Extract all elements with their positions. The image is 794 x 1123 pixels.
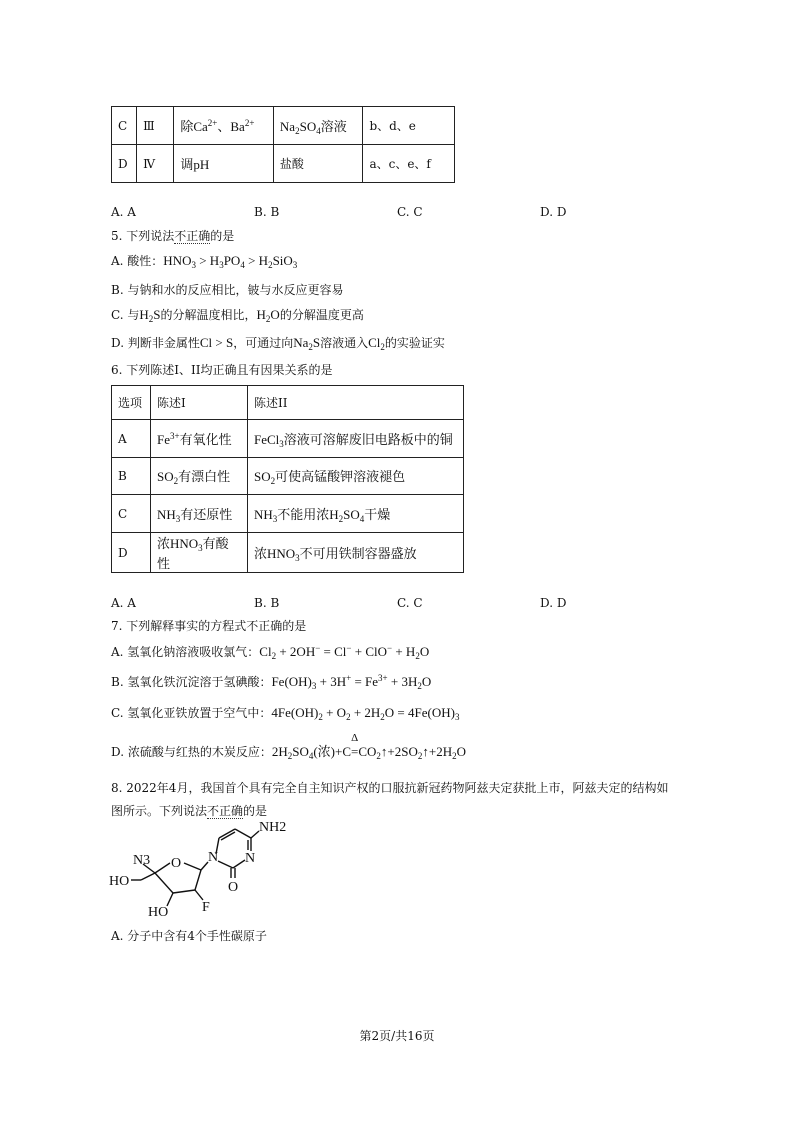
q8-option-a: A. 分子中含有4个手性碳原子 <box>111 929 267 943</box>
q5-option-d: D. 判断非金属性Cl > S，可通过向$Na_2S$溶液通入$Cl_2$的实验证实 <box>111 335 445 352</box>
top-table <box>111 106 455 183</box>
table-row <box>112 533 464 573</box>
table-cell: FeCl$_3$溶液可溶解废旧电路板中的铜 <box>248 420 464 458</box>
table-header: 陈述II <box>248 386 464 420</box>
table-cell: C <box>112 107 137 145</box>
table-cell: C <box>112 495 151 533</box>
table-row <box>112 458 464 495</box>
q7-stem: 7. 下列解释事实的方程式不正确的是 <box>111 619 307 633</box>
table-row <box>112 107 455 145</box>
table-cell: 盐酸 <box>273 145 363 183</box>
q8-stem-line2: 图所示。下列说法不正确的是 <box>111 804 268 818</box>
q5-option-c: C. 与$H_2S$的分解温度相比，$H_2O$的分解温度更高 <box>111 307 364 324</box>
page-footer: 第2页/共16页 <box>359 1029 435 1043</box>
q7-option-d: D. 浓硫酸与红热的木炭反应：$2H_2SO_4$(浓)+C Δ $=CO_2↑+2SO_2↑+2H_2O$ <box>111 732 466 761</box>
n3-ring-label: N <box>245 851 256 866</box>
table-header: 选项 <box>112 386 151 420</box>
table-cell: b、d、e <box>363 107 455 145</box>
choice-d: D. D <box>540 596 567 610</box>
table-cell: 除$Ca^{2+}$、$Ba^{2+}$ <box>174 107 274 145</box>
azvudine-structure <box>105 818 305 928</box>
table-cell: B <box>112 458 151 495</box>
q5-stem: 5. 下列说法不正确的是 <box>111 229 235 243</box>
nh2-label: NH2 <box>259 820 287 835</box>
table-row <box>112 420 464 458</box>
choice-c: C. C <box>397 205 423 219</box>
table-cell: 浓$HNO_3$不可用铁制容器盛放 <box>248 533 464 573</box>
choice-a: A. A <box>111 205 136 219</box>
q8-stem-line1: 8. 2022年4月，我国首个具有完全自主知识产权的口服抗新冠药物阿兹夫定获批上市，阿兹夫定的结构如 <box>111 781 669 795</box>
ho-label: HO <box>109 874 130 889</box>
table-row <box>112 145 455 183</box>
q5-option-a: A. 酸性：$HNO_3 > H_3PO_4 > H_2SiO_3$ <box>111 253 298 270</box>
table-cell: Ⅳ <box>137 145 174 183</box>
ring-oxygen-label: O <box>171 856 182 871</box>
table-header-row <box>112 386 464 420</box>
table-cell: $Fe^{3+}$有氧化性 <box>151 420 248 458</box>
table-cell: a、c、e、f <box>363 145 455 183</box>
table-cell: 调pH <box>174 145 274 183</box>
table-cell: $NH_3$有还原性 <box>151 495 248 533</box>
table-cell: $NH_3$不能用浓$H_2SO_4$干燥 <box>248 495 464 533</box>
table-cell: Ⅲ <box>137 107 174 145</box>
choice-d: D. D <box>540 205 567 219</box>
table-cell: $Na_2SO_4$溶液 <box>273 107 363 145</box>
q7-option-a: A. 氢氧化钠溶液吸收氯气：$Cl_2 + 2OH^- = Cl^- + ClO^- + H_2O$ <box>111 643 430 661</box>
choice-a: A. A <box>111 596 136 610</box>
n1-label: N <box>208 850 219 865</box>
fluorine-label: F <box>202 900 210 915</box>
q5-option-b: B. 与钠和水的反应相比，铍与水反应更容易 <box>111 283 344 297</box>
table-row <box>112 495 464 533</box>
table-header: 陈述I <box>151 386 248 420</box>
choice-b: B. B <box>254 205 280 219</box>
table-cell: A <box>112 420 151 458</box>
q7-option-c: C. 氢氧化亚铁放置于空气中：$4Fe(OH)_2 + O_2 + 2H_2O = 4Fe(OH)_3$ <box>111 705 460 722</box>
table-cell: D <box>112 145 137 183</box>
q6-stem: 6. 下列陈述I、II均正确且有因果关系的是 <box>111 363 333 377</box>
q6-table <box>111 385 464 573</box>
table-cell: $SO_2$可使高锰酸钾溶液褪色 <box>248 458 464 495</box>
carbonyl-oxygen-label: O <box>228 880 239 895</box>
choice-b: B. B <box>254 596 280 610</box>
ho-label: HO <box>148 905 169 920</box>
table-cell: 浓$HNO_3$有酸性 <box>151 533 248 573</box>
table-cell: $SO_2$有漂白性 <box>151 458 248 495</box>
choice-c: C. C <box>397 596 423 610</box>
q7-option-b: B. 氢氧化铁沉淀溶于氢碘酸：$Fe(OH)_3 + 3H^+ = Fe^{3+} + 3H_2O$ <box>111 673 432 691</box>
n3-label: N3 <box>133 853 151 868</box>
table-cell: D <box>112 533 151 573</box>
